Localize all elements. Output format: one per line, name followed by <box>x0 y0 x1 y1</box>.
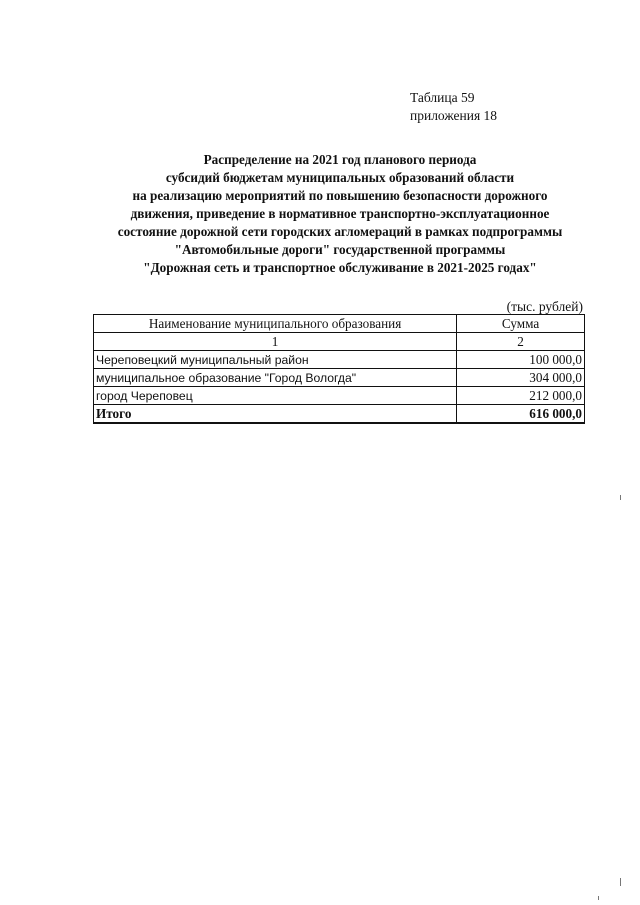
table-row <box>94 387 585 405</box>
document-title <box>95 151 585 277</box>
column-number: 2 <box>457 333 585 351</box>
column-number: 1 <box>94 333 457 351</box>
total-row <box>94 405 585 424</box>
title-line: состояние дорожной сети городских агломераций в рамках подпрограммы <box>117 224 563 239</box>
subsidy-table <box>93 314 585 424</box>
subsidy-amount: 212 000,0 <box>457 387 585 405</box>
subsidy-amount: 100 000,0 <box>457 351 585 369</box>
column-header-name: Наименование муниципального образования <box>94 315 457 333</box>
scan-edge-mark <box>598 896 599 900</box>
units-note: (тыс. рублей) <box>506 299 583 314</box>
scan-edge-mark <box>620 495 621 500</box>
title-line: субсидий бюджетам муниципальных образований области <box>165 170 515 185</box>
title-line: Распределение на 2021 год планового периода <box>203 152 477 167</box>
table-reference <box>410 89 497 125</box>
table-row <box>94 369 585 387</box>
subsidy-amount: 304 000,0 <box>457 369 585 387</box>
table-header-row <box>94 315 585 333</box>
title-line: "Дорожная сеть и транспортное обслуживание в 2021-2025 годах" <box>143 260 537 275</box>
appendix-reference: приложения 18 <box>410 108 498 123</box>
table-row <box>94 351 585 369</box>
title-line: на реализацию мероприятий по повышению безопасности дорожного <box>132 188 548 203</box>
municipality-name: муниципальное образование "Город Вологда" <box>94 369 457 387</box>
scan-edge-mark <box>620 878 621 886</box>
total-label: Итого <box>94 405 457 424</box>
municipality-name: город Череповец <box>94 387 457 405</box>
total-amount: 616 000,0 <box>457 405 585 424</box>
column-number-row <box>94 333 585 351</box>
column-header-sum: Сумма <box>457 315 585 333</box>
title-line: движения, приведение в нормативное транспортно-эксплуатационное <box>130 206 550 221</box>
table-number: Таблица 59 <box>410 90 475 105</box>
municipality-name: Череповецкий муниципальный район <box>94 351 457 369</box>
title-line: "Автомобильные дороги" государственной программы <box>174 242 506 257</box>
